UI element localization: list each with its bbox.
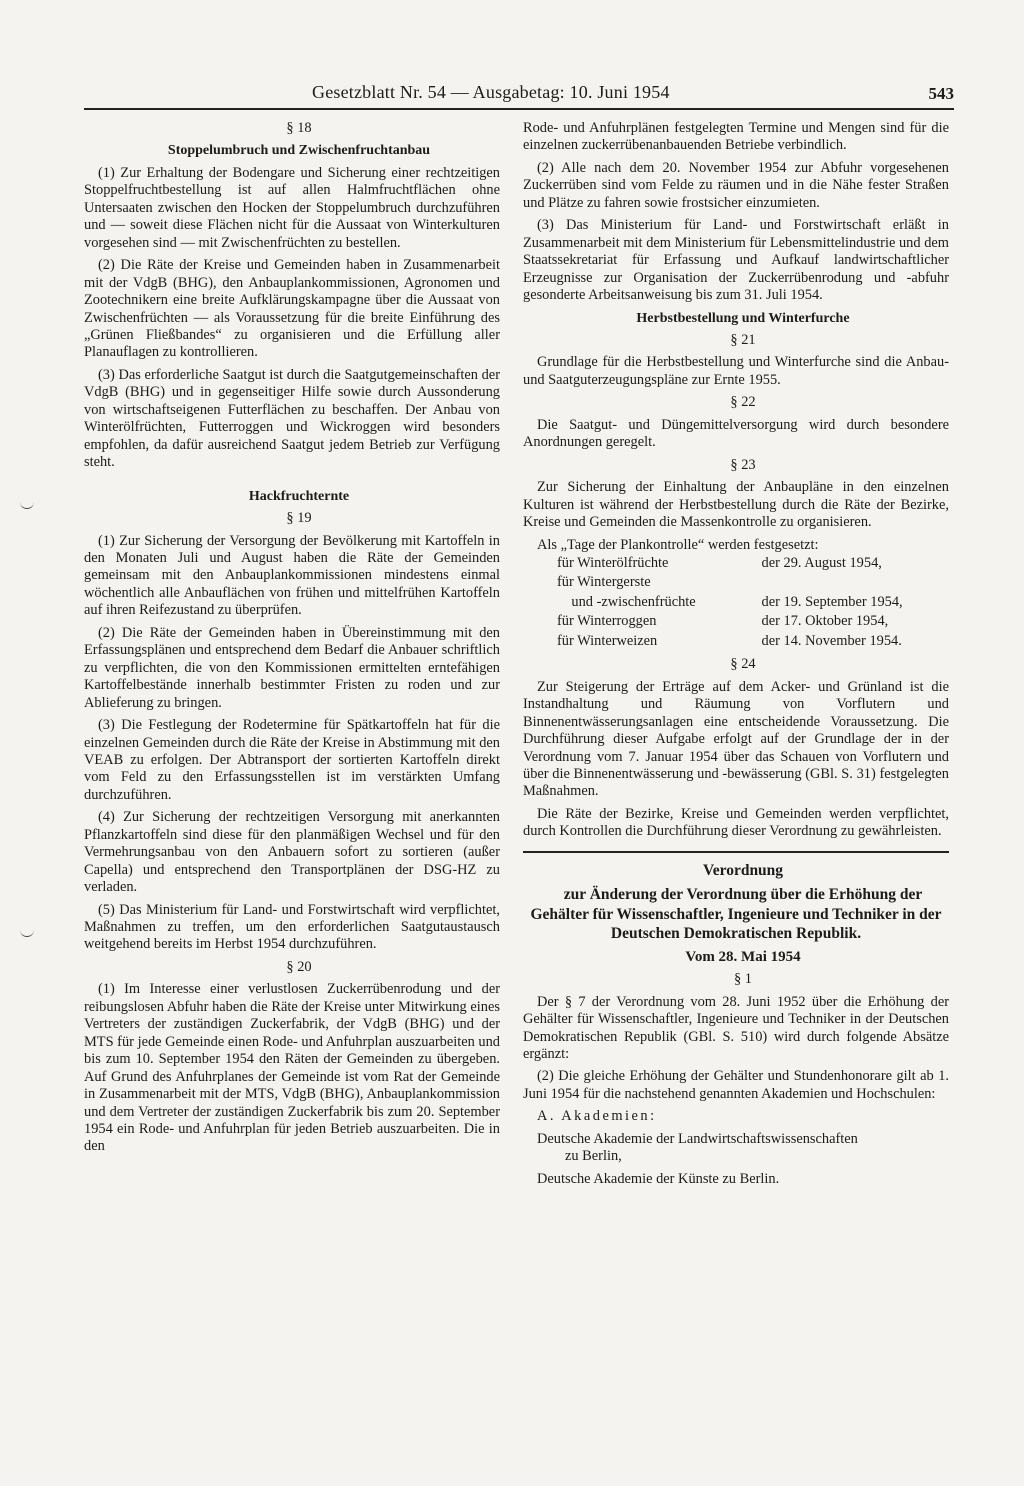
- academy-item: Deutsche Akademie der Künste zu Berlin.: [537, 1170, 780, 1187]
- ordinance-date: Vom 28. Mai 1954: [685, 948, 801, 965]
- section-number: § 18: [286, 120, 312, 136]
- header-title: Gesetzblatt Nr. 54 — Ausgabetag: 10. Juni 1954: [312, 82, 670, 102]
- section-number: § 1: [734, 971, 752, 988]
- section-title: Stoppelumbruch und Zwischenfruchtanbau: [167, 143, 431, 159]
- paragraph: Als „Tage der Plankontrolle“ werden festgesetzt:: [537, 536, 819, 553]
- schedule-row: [523, 633, 949, 652]
- schedule-row: [523, 613, 949, 632]
- paragraph: Die Saatgut- und Düngemittelversorgung wird durch besondere Anordnungen geregelt.: [523, 416, 949, 451]
- ordinance-subtitle: zur Änderung der Verordnung über die Erhöhung der Gehälter für Wissenschaftler, Ingenieure und Techniker in der Deutschen Demokratischen Republik.: [530, 886, 942, 943]
- section-heading: Hackfruchternte: [248, 488, 350, 504]
- schedule-date: [762, 574, 949, 593]
- paragraph: Die Räte der Bezirke, Kreise und Gemeinden werden verpflichtet, durch Kontrollen die Durchführung dieser Verordnung zu gewährleisten.: [523, 805, 949, 840]
- paragraph: (1) Zur Erhaltung der Bodengare und Sicherung einer rechtzeitigen Stoppelfruchtbestellung ist auf allen Halmfruchtflächen ohne Untersaaten zwischen den Hocken der Stoppelumbruch durchzuführen und — soweit diese Flächen nicht für die Aussaat von Winterkulturen vorgesehen sind — mit Zwischenfrüchten zu bestellen.: [84, 164, 500, 251]
- paragraph: (4) Zur Sicherung der rechtzeitigen Versorgung mit anerkannten Pflanzkartoffeln sind diese für den planmäßigen Wechsel und für den Vermehrungsanbau von den Anbauern sofort zu sortieren (außer Capella) und entsprechend den Transportplänen der DSG-HZ zu verladen.: [84, 809, 500, 896]
- section-number: § 20: [286, 958, 312, 975]
- paragraph: (3) Das erforderliche Saatgut ist durch die Saatgutgemeinschaften der VdgB (BHG) und in gegenseitiger Hilfe sowie durch Aussonderung von wirtschaftseigenen Futterflächen zu beschaffen. Der Anbau von Winterölfrüchten, Futterroggen und Wickroggen wird besonders empfohlen, da dafür ausreichend Saatgut jedem Betrieb zur Verfügung steht.: [84, 366, 500, 471]
- section-number: § 22: [730, 394, 756, 411]
- header-rule: [84, 108, 954, 110]
- plan-control-schedule: [523, 555, 949, 652]
- paragraph: Der § 7 der Verordnung vom 28. Juni 1952 über die Erhöhung der Gehälter für Wissenschaftler, Ingenieure und Techniker in der Deutschen Demokratischen Republik (GBl. S. 510) wird durch folgende Absätze ergänzt:: [523, 993, 949, 1063]
- section-divider: [523, 851, 949, 853]
- academy-item: [523, 1131, 949, 1166]
- schedule-label: für Winterölfrüchte: [557, 554, 669, 571]
- paragraph: (5) Das Ministerium für Land- und Forstwirtschaft wird verpflichtet, Maßnahmen zu treffen, um den erforderlichen Saatgutaustausch weitgehend bereits im Herbst 1954 durchzuführen.: [84, 901, 500, 953]
- academies-heading: A. Akademien:: [537, 1108, 657, 1125]
- schedule-label: für Winterroggen: [557, 613, 657, 630]
- schedule-label: für Wintergerste: [557, 574, 651, 591]
- academy-name: Deutsche Akademie der Landwirtschaftswissenschaften: [537, 1130, 858, 1147]
- section-number: § 21: [730, 331, 756, 348]
- ordinance-title: Verordnung: [702, 861, 784, 879]
- section-heading: Herbstbestellung und Winterfurche: [636, 310, 850, 326]
- paragraph: (2) Die Räte der Gemeinden haben in Übereinstimmung mit den Erfassungsplänen und entsprechend dem Bedarf die Anbauer schriftlich zu verpflichten, die von den Kommissionen ermittelten erntefähigen Kartoffelbestände innerhalb bestimmter Fristen zu roden und zur Ablieferung zu bringen.: [84, 624, 500, 711]
- paragraph: (1) Zur Sicherung der Versorgung der Bevölkerung mit Kartoffeln in den Monaten Juli und August haben die Räte der Gemeinden gemeinsam mit den Anbauplankommissionen mindestens einmal wöchentlich alle Anbauflächen von frühen und mittelfrühen Kartoffeln auf ihren Reifezustand zu überprüfen.: [84, 532, 500, 619]
- left-column: [84, 120, 500, 1161]
- paragraph: (2) Die Räte der Kreise und Gemeinden haben in Zusammenarbeit mit der VdgB (BHG), den Anbauplankommissionen, Agronomen und Zootechnikern eine breite Aufklärungskampagne über die Aussaat von Zwischenfrüchten — als Voraussetzung für die breite Einführung des „Grünen Fließbandes“ zu organisieren und die Erfüllung aller Planauflagen zu kontrollieren.: [84, 257, 500, 361]
- margin-pencil-mark: [20, 500, 34, 509]
- paragraph: (3) Die Festlegung der Rodetermine für Spätkartoffeln hat für die einzelnen Gemeinden durch die Räte der Kreise in Abstimmung mit den VEAB zu erfolgen. Der Abtransport der sortierten Kartoffeln direkt vom Feld zu den Erfassungsstellen ist im verstärkten Umfang durchzuführen.: [84, 717, 500, 803]
- schedule-date: der 29. August 1954,: [761, 554, 882, 571]
- schedule-date: der 17. Oktober 1954,: [761, 613, 889, 630]
- paragraph: (1) Im Interesse einer verlustlosen Zuckerrübenrodung und der reibungslosen Abfuhr haben die Räte der Kreise unter Mitwirkung eines Vertreters der zuständigen Zuckerfabrik, der VdgB (BHG) und der MTS für jede Gemeinde einen Rode- und Anfuhrplan auszuarbeiten und bis zum 10. September 1954 den Räten der Gemeinden zu übergeben. Auf Grund des Anfuhrplanes der Gemeinde ist vom Rat der Gemeinde in Zusammenarbeit mit der MTS, VdgB (BHG), Anbauplankommission und dem Vertreter der zuständigen Zuckerfabrik bis zum 20. September 1954 ein Rode- und Anfuhrplan für jeden Betrieb auszuarbeiten. Die in den: [84, 981, 501, 1155]
- section-number: § 24: [730, 656, 756, 673]
- schedule-label: für Winterweizen: [557, 632, 658, 649]
- schedule-row: [523, 555, 949, 574]
- paragraph: Zur Steigerung der Erträge auf dem Acker- und Grünland ist die Instandhaltung und Räumung von Vorflutern und Binnenentwässerungsanlagen eine entscheidende Voraussetzung. Die Durchführung dieser Aufgabe erfolgt auf der Grundlage der in der Verordnung vom 7. Januar 1954 über das Schauen von Vorflutern und über die Binnenentwässerung und -bewässerung (GBl. S. 31) festgelegten Maßnahmen.: [523, 678, 949, 800]
- section-number: § 23: [730, 456, 756, 473]
- paragraph: Zur Sicherung der Einhaltung der Anbaupläne in den einzelnen Kulturen ist während der Herbstbestellung durch die Räte der Bezirke, Kreise und Gemeinden die Massenkontrolle zu organisieren.: [523, 479, 949, 531]
- margin-pencil-mark: [20, 928, 34, 937]
- paragraph: (2) Alle nach dem 20. November 1954 zur Abfuhr vorgesehenen Zuckerrüben sind vom Felde zu räumen und in die Nähe fester Straßen und Plätze zu fahren sowie frostsicher einzumieten.: [523, 159, 949, 211]
- schedule-row: [523, 594, 949, 613]
- schedule-label: und -zwischenfrüchte: [557, 593, 696, 610]
- page-header: [84, 82, 954, 108]
- schedule-date: der 14. November 1954.: [761, 632, 902, 649]
- page-number: 543: [928, 84, 954, 103]
- right-column: [523, 120, 949, 1193]
- paragraph: Rode- und Anfuhrplänen festgelegten Termine und Mengen sind für die einzelnen zuckerrübenanbauenden Betriebe verbindlich.: [523, 120, 949, 154]
- paragraph: (3) Das Ministerium für Land- und Forstwirtschaft erläßt in Zusammenarbeit mit dem Ministerium für Lebensmittelindustrie und dem Staatssekretariat für Erfassung und Aufkauf landwirtschaftlicher Erzeugnisse zur Organisation der Zuckerrübenrodung und -abfuhr gesonderte Arbeitsanweisung bis zum 31. Juli 1954.: [523, 217, 949, 304]
- paragraph: (2) Die gleiche Erhöhung der Gehälter und Stundenhonorare gilt ab 1. Juni 1954 für die nachstehend genannten Akademien und Hochschulen:: [523, 1068, 949, 1102]
- schedule-date: der 19. September 1954,: [761, 593, 903, 610]
- schedule-row: [523, 574, 949, 593]
- section-number: § 19: [286, 510, 312, 527]
- paragraph: Grundlage für die Herbstbestellung und Winterfurche sind die Anbau- und Saatguterzeugungspläne zur Ernte 1955.: [523, 354, 949, 388]
- academy-location: zu Berlin,: [565, 1148, 622, 1165]
